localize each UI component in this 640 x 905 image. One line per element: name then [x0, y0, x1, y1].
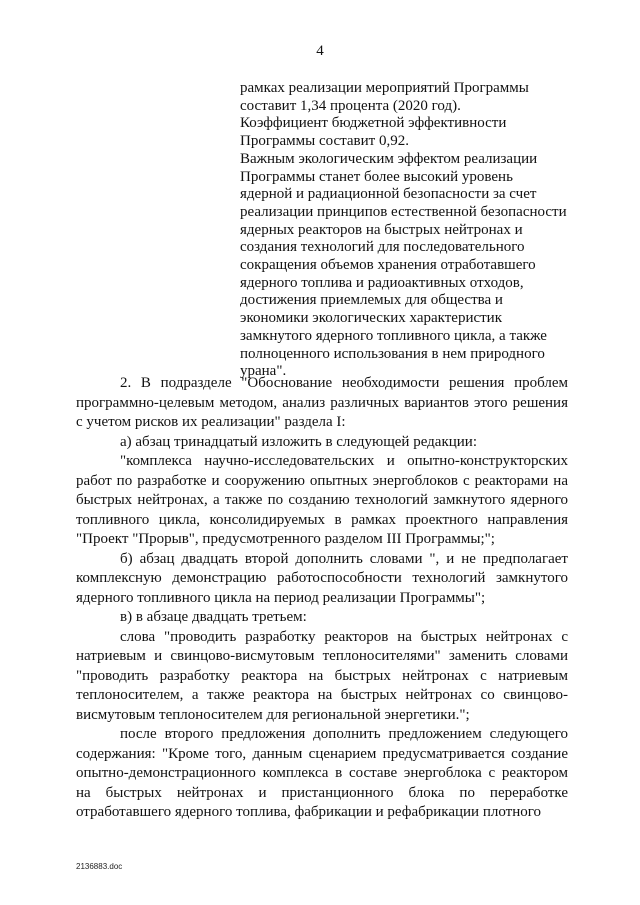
quote-line: создания технологий для последовательного	[240, 239, 525, 256]
quote-line: ядерной и радиационной безопасности за счет	[240, 186, 537, 203]
quote-line: реализации принципов естественной безопасности	[240, 203, 567, 220]
quote-line: Программы станет более высокий уровень	[240, 168, 513, 185]
indented-quote-block	[240, 80, 570, 381]
quote-line: составит 1,34 процента (2020 год).	[240, 97, 461, 114]
quote-line: Важным экологическим эффектом реализации	[240, 150, 538, 167]
footer-filename: 2136883.doc	[76, 862, 123, 871]
quote-line: экономики экологических характеристик	[240, 310, 502, 327]
paragraph-add-sentence: после второго предложения дополнить предложением следующего содержания: "Кроме того, данным сценарием предусматривается создание опытно-демонстрационного комплекса в составе энергоблока с реактором на быстрых нейтронах и пристанционного блока по переработке отработавшего ядерного топлива, фабрикации и рефабрикации плотного	[76, 726, 568, 820]
quote-line: полноценного использования в нем природного	[240, 345, 545, 362]
page-number: 4	[316, 43, 324, 59]
paragraph-replace-words: слова "проводить разработку реакторов на быстрых нейтронах с натриевым и свинцово-висмутовым теплоносителями" заменить словами "проводить разработку реактора на быстрых нейтронах с натриевым теплоносителем, а также реактора на быстрых нейтронах со свинцово-висмутовым теплоносителем для региональной энергетики.";	[76, 628, 568, 723]
quote-line: достижения приемлемых для общества и	[240, 292, 503, 309]
paragraph-item-a: а) абзац тринадцатый изложить в следующей редакции:	[120, 433, 477, 450]
quote-line: Программы составит 0,92.	[240, 133, 409, 150]
paragraph-item-a-text: "комплекса научно-исследовательских и опытно-конструкторских работ по разработке и сооружению опытных энергоблоков с реакторами на быстрых нейтронах, а также по созданию технологий замкнутого ядерного топливного цикла, консолидируемых в рамках проектного направления "Проект "Прорыв", предусмотренного разделом III Программы;";	[76, 453, 568, 547]
quote-line: ядерных реакторов на быстрых нейтронах и	[240, 221, 523, 238]
paragraph-item-b: б) абзац двадцать второй дополнить словами ", и не предполагает комплексную демонстрацию работоспособности технологий замкнутого ядерного топливного цикла на период реализации Программы";	[76, 550, 568, 606]
quote-line: Коэффициент бюджетной эффективности	[240, 115, 507, 132]
paragraph-item-v: в) в абзаце двадцать третьем:	[120, 609, 307, 625]
document-body	[76, 374, 568, 823]
quote-line: замкнутого ядерного топливного цикла, а также	[240, 327, 547, 344]
quote-line: сокращения объемов хранения отработавшего	[240, 257, 536, 274]
paragraph-section-2: 2. В подразделе "Обоснование необходимости решения проблем программно-целевым методом, анализ различных вариантов этого решения с учетом рисков их реализации" раздела I:	[76, 375, 568, 430]
quote-line: урана".	[240, 363, 287, 380]
quote-line: ядерного топлива и радиоактивных отходов,	[240, 274, 524, 291]
quote-line: рамках реализации мероприятий Программы	[240, 80, 529, 96]
